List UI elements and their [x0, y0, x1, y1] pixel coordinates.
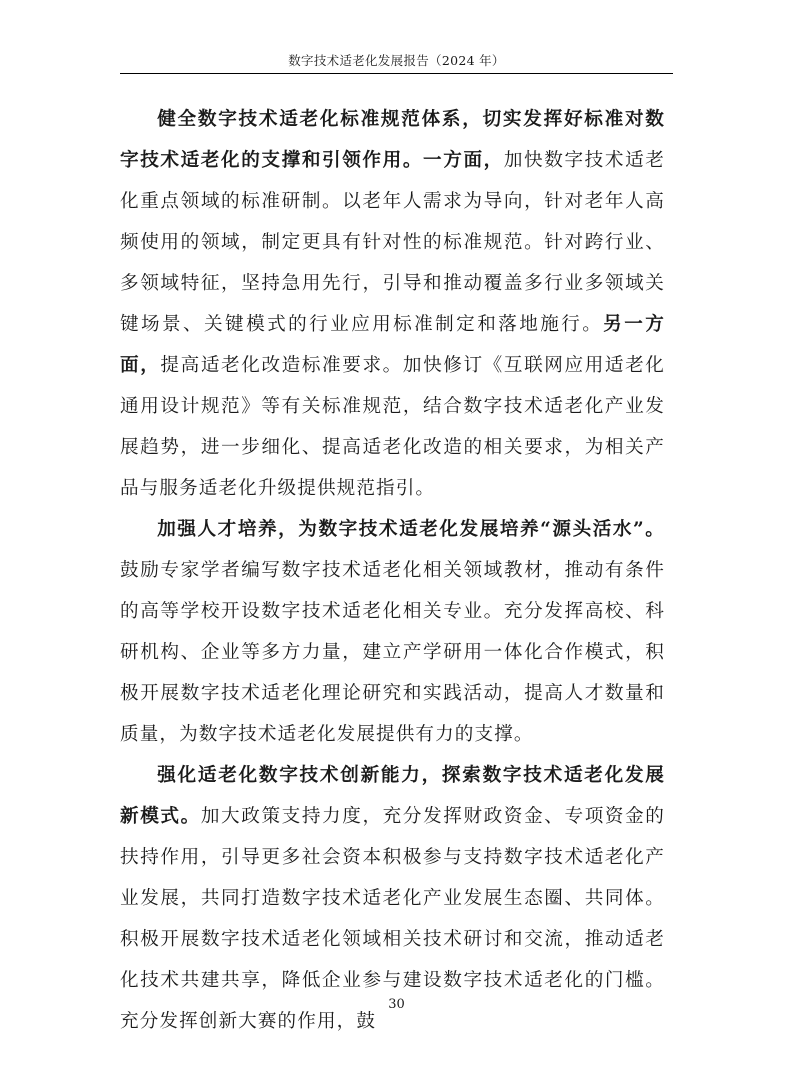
page-number: 30	[388, 997, 405, 1012]
standards-heading: 健全数字技术适老化标准规范体系，切实发挥好标准对数字技术适老化的支撑和引领作用。	[120, 109, 665, 171]
paragraph-talent	[120, 509, 665, 755]
innovation-heading: 强化适老化数字技术创新能力，探索数字技术适老化发展新模式。	[120, 765, 665, 827]
on-other-hand-label: 另一方面，	[120, 314, 665, 376]
body-text	[120, 99, 665, 1042]
header-rule	[120, 73, 673, 74]
on-one-hand-label: 一方面，	[423, 150, 504, 171]
standards-text-2: 提高适老化改造标准要求。加快修订《互联网应用适老化通用设计规范》等有关标准规范，结合数字技术适老化产业发展趋势，进一步细化、提高适老化改造的相关要求，为相关产品与服务适老化升级提供规范指引。	[120, 355, 665, 499]
innovation-text: 加大政策支持力度，充分发挥财政资金、专项资金的扶持作用，引导更多社会资本积极参与支持数字技术适老化产业发展，共同打造数字技术适老化产业发展生态圈、共同体。积极开展数字技术适老化领域相关技术研讨和交流，推动适老化技术共建共享，降低企业参与建设数字技术适老化的门槛。充分发挥创新大赛的作用，鼓	[120, 806, 665, 1032]
paragraph-standards	[120, 99, 665, 509]
talent-text: 鼓励专家学者编写数字技术适老化相关领域教材，推动有条件的高等学校开设数字技术适老化相关专业。充分发挥高校、科研机构、企业等多方力量，建立产学研用一体化合作模式，积极开展数字技术适老化理论研究和实践活动，提高人才数量和质量，为数字技术适老化发展提供有力的支撑。	[120, 560, 665, 745]
talent-heading: 加强人才培养，为数字技术适老化发展培养“源头活水”。	[157, 519, 665, 540]
standards-text-1: 加快数字技术适老化重点领域的标准研制。以老年人需求为导向，针对老年人高频使用的领域，制定更具有针对性的标准规范。针对跨行业、多领域特征，坚持急用先行，引导和推动覆盖多行业多领域关键场景、关键模式的行业应用标准制定和落地施行。	[120, 150, 665, 335]
running-header: 数字技术适老化发展报告（2024 年）	[288, 53, 505, 68]
